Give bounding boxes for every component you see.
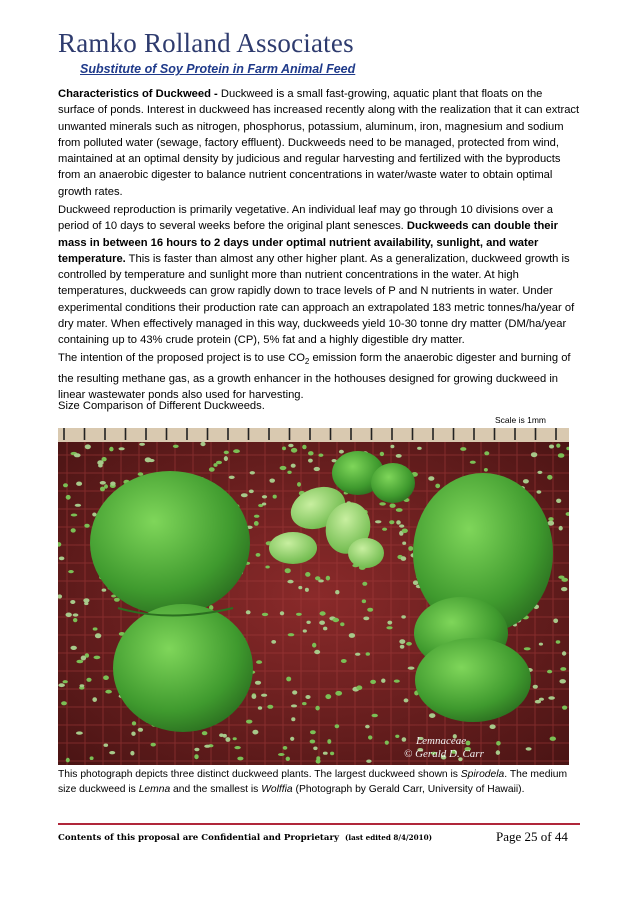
wolffia-dot — [553, 619, 558, 624]
wolffia-dot — [273, 495, 277, 499]
wolffia-dot — [131, 732, 135, 736]
wolffia-dot — [323, 627, 327, 631]
wolffia-dot — [549, 445, 554, 449]
wolffia-dot — [356, 685, 362, 690]
wolffia-dot — [559, 526, 563, 531]
wolffia-dot — [66, 758, 70, 763]
wolffia-dot — [496, 750, 500, 755]
wolffia-dot — [396, 454, 402, 458]
wolffia-dot — [296, 613, 302, 616]
wolffia-dot — [408, 667, 415, 670]
wolffia-dot — [265, 566, 269, 569]
wolffia-dot — [558, 453, 565, 458]
wolffia-dot — [315, 576, 320, 580]
wolffia-dot — [402, 542, 406, 545]
wolffia-dot — [256, 553, 261, 557]
wolffia-dot — [387, 621, 392, 625]
photo-watermark-line1: Lemnaceae — [416, 735, 467, 747]
paragraph-project-intention — [58, 350, 580, 403]
wolffia-dot — [428, 476, 434, 481]
wolffia-dot — [390, 504, 396, 508]
wolffia-dot — [366, 652, 370, 656]
wolffia-dot — [291, 464, 296, 468]
wolffia-dot — [367, 608, 373, 612]
wolffia-dot — [325, 694, 331, 699]
wolffia-dot — [269, 479, 275, 483]
paragraph-heading: Characteristics of Duckweed - — [58, 88, 221, 100]
wolffia-dot — [339, 450, 344, 454]
wolffia-dot — [349, 633, 355, 638]
caption-text: (Photograph by Gerald Carr, University of Hawaii). — [292, 784, 525, 796]
wolffia-dot — [297, 482, 301, 487]
wolffia-dot — [395, 735, 399, 738]
wolffia-dot — [323, 752, 328, 755]
caption-text: . The medium size duckweed is — [58, 769, 568, 796]
wolffia-dot — [319, 621, 325, 625]
wolffia-dot — [396, 520, 401, 524]
wolffia-dot — [394, 680, 400, 683]
caption-text: and the smallest is — [170, 784, 262, 796]
wolffia-dot — [396, 508, 403, 512]
figure-title: Size Comparison of Different Duckweeds. — [58, 400, 265, 412]
wolffia-dot — [401, 556, 407, 561]
wolffia-dot — [104, 744, 109, 747]
wolffia-dot — [562, 651, 566, 655]
wolffia-dot — [340, 622, 344, 626]
wolffia-dot — [537, 490, 542, 493]
wolffia-dot — [320, 611, 326, 615]
wolffia-dot — [97, 460, 103, 465]
wolffia-dot — [556, 444, 560, 448]
document-subtitle: Substitute of Soy Protein in Farm Animal Feed — [80, 62, 356, 76]
wolffia-dot — [379, 502, 386, 505]
wolffia-dot — [130, 751, 134, 756]
wolffia-dot — [252, 730, 258, 735]
duckweed-photo — [58, 428, 569, 765]
wolffia-dot — [308, 451, 314, 455]
wolffia-dot — [292, 690, 297, 694]
wolffia-dot — [110, 482, 115, 486]
wolffia-dot — [271, 640, 276, 644]
wolffia-dot — [372, 714, 378, 718]
wolffia-dot — [390, 445, 394, 448]
wolffia-dot — [539, 643, 543, 646]
wolffia-dot — [90, 756, 94, 760]
wolffia-dot — [261, 694, 267, 697]
wolffia-dot — [370, 680, 376, 684]
wolffia-dot — [460, 447, 466, 451]
wolffia-dot — [305, 572, 310, 577]
lemna-frond-6 — [348, 538, 384, 568]
wolffia-dot — [561, 587, 567, 591]
footer-edited-date: (last edited 8/4/2010) — [344, 833, 433, 842]
wolffia-dot — [287, 471, 291, 474]
paragraph-text: Duckweed is a small fast-growing, aquatic plant that floats on the surface of ponds. Interest in duckweed has increased recently along with the realization that it can extract unwanted minerals such as nitrogen, phosphorus, potassium, aluminum, iron, magnesium and sodium from polluted water (sewage, factory effluent). Duckweeds need to be managed, protected from wind, maintained at an optimal density by judicious and regular harvesting and fertilized with the byproducts from an anaerobic digester to balance nutrient concentrations in water/waste water to obtain optimal growth rates. — [58, 88, 580, 198]
wolffia-dot — [310, 740, 316, 744]
wolffia-dot — [389, 520, 394, 524]
wolffia-dot — [173, 445, 179, 448]
wolffia-dot — [225, 737, 230, 742]
wolffia-dot — [408, 546, 413, 551]
wolffia-dot — [68, 570, 74, 573]
wolffia-dot — [73, 613, 79, 616]
wolffia-dot — [92, 697, 97, 702]
wolffia-dot — [61, 701, 67, 705]
wolffia-dot — [537, 471, 542, 474]
wolffia-dot — [302, 702, 307, 705]
photo-caption — [58, 767, 580, 797]
wolffia-dot — [335, 724, 340, 728]
paragraph-characteristics — [58, 86, 580, 200]
caption-species-wolffia: Wolffia — [261, 784, 293, 796]
wolffia-dot — [382, 528, 387, 531]
wolffia-dot — [312, 643, 316, 648]
wolffia-dot — [315, 706, 319, 711]
wolffia-dot — [490, 724, 496, 729]
wolffia-dot — [556, 499, 561, 503]
wolffia-dot — [523, 479, 529, 483]
wolffia-dot — [558, 576, 564, 579]
wolffia-dot — [547, 670, 552, 674]
wolffia-dot — [249, 490, 254, 494]
wolffia-dot — [310, 730, 316, 734]
wolffia-dot — [258, 706, 262, 710]
wolffia-dot — [151, 743, 156, 747]
caption-species-spirodela: Spirodela — [460, 769, 505, 780]
lemna-frond-2 — [371, 463, 415, 503]
paragraph-text: The intention of the proposed project is to use CO — [58, 352, 305, 364]
wolffia-dot — [204, 745, 210, 748]
wolffia-dot — [404, 698, 409, 702]
wolffia-dot — [318, 454, 323, 457]
wolffia-dot — [100, 481, 106, 485]
subscript: 2 — [304, 357, 310, 367]
wolffia-dot — [526, 747, 532, 750]
wolffia-dot — [76, 660, 83, 664]
wolffia-dot — [109, 447, 113, 452]
page-number: Page 25 of 44 — [496, 829, 568, 844]
wolffia-dot — [254, 521, 259, 526]
wolffia-dot — [330, 752, 334, 756]
wolffia-dot — [250, 471, 255, 474]
wolffia-dot — [76, 482, 82, 486]
wolffia-dot — [562, 706, 567, 710]
wolffia-dot — [194, 754, 198, 759]
wolffia-dot — [71, 528, 76, 532]
caption-text: This photograph depicts three distinct duckweed plants. The largest duckweed shown is — [58, 769, 461, 780]
wolffia-dot — [547, 475, 552, 480]
wolffia-dot — [288, 633, 295, 636]
wolffia-dot — [306, 621, 310, 624]
spirodela-frond-1 — [90, 471, 250, 615]
wolffia-dot — [285, 568, 291, 573]
wolffia-dot — [362, 582, 367, 586]
wolffia-dot — [256, 660, 262, 664]
wolffia-dot — [560, 667, 566, 671]
paragraph-text: This is faster than almost any other higher plant. As a generalization, duckweed growth is controlled by temperature and sunlight more than nutrient concentrations in the water. At high temperatures, duckweeds can grow rapidly down to trace levels of P and N nutrients in water. Under experimental conditions their production rate can approach an extrapolated 183 metric tonnes/ha/year of dry mater. When effectively managed in this way, duckweeds yield 10-30 tonne dry matter (DM/ha/year containing up to 43% crude protein (CP), 5% fat and a highly digestible dry matter. — [58, 252, 575, 347]
wolffia-dot — [63, 680, 68, 683]
wolffia-dot — [202, 731, 208, 735]
wolffia-dot — [229, 476, 235, 479]
paragraph-text: emission form the anaerobic digester and burning of the resulting methane gas, as a growth enhancer in the hothouses designed for growing duckweed in linear wastewater ponds also used for harvesting. — [58, 352, 571, 401]
wolffia-dot — [559, 679, 566, 683]
wolffia-dot — [470, 461, 476, 464]
spirodela-frond-2 — [113, 604, 253, 732]
wolffia-dot — [139, 443, 145, 446]
wolffia-dot — [223, 734, 227, 738]
company-name: Ramko Rolland Associates — [58, 28, 354, 58]
wolffia-dot — [291, 448, 297, 453]
wolffia-dot — [291, 704, 297, 707]
wolffia-dot — [278, 753, 285, 756]
wolffia-dot — [326, 576, 330, 581]
paragraph-bold-text: Duckweeds can double their mass in between 16 hours to 2 days under optimal nutrient availability, sunlight, and water temperature. — [58, 220, 558, 265]
wolffia-dot — [305, 588, 309, 592]
wolffia-dot — [400, 645, 405, 649]
wolffia-dot — [341, 659, 347, 663]
footer-divider — [58, 823, 580, 825]
wolffia-dot — [298, 586, 302, 589]
wolffia-dot — [399, 639, 405, 644]
footer-confidential-text: Contents of this proposal are Confidential and Proprietary — [58, 833, 339, 843]
wolffia-dot — [303, 629, 307, 632]
wolffia-dot — [401, 615, 406, 618]
scale-label: Scale is 1mm — [495, 415, 547, 425]
wolffia-dot — [402, 529, 408, 534]
wolffia-dot — [93, 627, 98, 630]
wolffia-dot — [533, 685, 538, 689]
wolffia-dot — [237, 757, 243, 761]
wolffia-dot — [70, 600, 75, 604]
paragraph-text: Duckweed reproduction is primarily vegetative. An individual leaf may go through 10 divisions over a period of 10 days to several weeks before the original plant senesces. — [58, 204, 553, 233]
wolffia-dot — [466, 741, 471, 746]
wolffia-dot — [282, 447, 286, 451]
wolffia-dot — [287, 580, 293, 584]
wolffia-dot — [417, 447, 422, 450]
wolffia-dot — [335, 691, 342, 696]
wolffia-dot — [103, 675, 109, 680]
wolffia-dot — [71, 514, 78, 517]
wolffia-dot — [327, 739, 331, 744]
wolffia-dot — [58, 683, 65, 687]
wolffia-dot — [74, 453, 81, 457]
wolffia-dot — [316, 759, 321, 764]
wolffia-dot — [95, 633, 101, 638]
wolffia-dot — [75, 504, 81, 507]
wolffia-dot — [59, 557, 65, 561]
wolffia-dot — [380, 452, 384, 456]
wolffia-dot — [85, 444, 91, 449]
wolffia-dot — [262, 613, 268, 616]
wolffia-dot — [402, 737, 407, 742]
wolffia-dot — [531, 452, 537, 457]
wolffia-dot — [484, 451, 489, 455]
wolffia-dot — [524, 647, 531, 650]
wolffia-dot — [302, 445, 306, 450]
wolffia-dot — [254, 515, 260, 518]
wolffia-dot — [362, 599, 366, 603]
wolffia-dot — [535, 700, 541, 704]
wolffia-dot — [314, 467, 320, 471]
wolffia-dot — [66, 495, 71, 500]
wolffia-dot — [66, 613, 72, 618]
wolffia-dot — [291, 717, 295, 721]
lemna-frond-4 — [269, 532, 317, 564]
wolffia-dot — [280, 611, 284, 615]
wolffia-dot — [280, 466, 287, 470]
wolffia-dot — [368, 735, 372, 739]
wolffia-dot — [375, 520, 381, 523]
wolffia-dot — [255, 681, 261, 685]
wolffia-dot — [556, 640, 561, 643]
wolffia-dot — [76, 731, 83, 734]
wolffia-dot — [262, 503, 266, 506]
wolffia-dot — [290, 737, 294, 741]
wolffia-dot — [313, 747, 317, 751]
wolffia-dot — [63, 483, 68, 487]
wolffia-dot — [406, 642, 412, 646]
spirodela-frond-5 — [415, 638, 531, 722]
wolffia-dot — [148, 459, 154, 462]
wolffia-dot — [209, 467, 215, 472]
wolffia-dot — [288, 444, 293, 448]
wolffia-dot — [94, 656, 101, 660]
wolffia-dot — [86, 678, 91, 682]
wolffia-dot — [335, 590, 339, 594]
wolffia-dot — [496, 741, 501, 746]
wolffia-dot — [305, 695, 310, 699]
wolffia-dot — [548, 696, 555, 699]
wolffia-dot — [548, 517, 553, 521]
wolffia-dot — [429, 713, 435, 718]
wolffia-dot — [71, 646, 77, 650]
wolffia-dot — [105, 690, 112, 694]
wolffia-dot — [216, 461, 222, 464]
wolffia-dot — [262, 495, 267, 498]
wolffia-dot — [224, 451, 229, 455]
wolffia-dot — [355, 653, 360, 656]
footer-confidential — [58, 833, 432, 843]
wolffia-dot — [119, 447, 125, 450]
wolffia-dot — [138, 728, 143, 732]
wolffia-dot — [233, 449, 240, 453]
wolffia-dot — [224, 456, 228, 461]
wolffia-dot — [80, 684, 85, 687]
wolffia-dot — [314, 650, 320, 654]
wolffia-dot — [333, 618, 340, 622]
caption-species-lemna: Lemna — [138, 784, 171, 796]
wolffia-dot — [308, 459, 313, 463]
duckweed-photo-illustration — [58, 428, 569, 765]
wolffia-dot — [109, 751, 115, 754]
wolffia-dot — [194, 748, 199, 751]
wolffia-dot — [484, 468, 488, 472]
wolffia-dot — [366, 760, 371, 763]
wolffia-dot — [399, 524, 404, 527]
wolffia-dot — [550, 737, 556, 741]
wolffia-dot — [241, 493, 248, 497]
wolffia-dot — [267, 705, 273, 709]
wolffia-dot — [102, 589, 107, 592]
wolffia-dot — [246, 610, 251, 614]
wolffia-dot — [286, 677, 291, 682]
wolffia-dot — [84, 524, 89, 528]
wolffia-dot — [252, 694, 257, 699]
wolffia-dot — [132, 721, 136, 725]
wolffia-dot — [246, 720, 252, 724]
wolffia-dot — [73, 618, 77, 622]
wolffia-dot — [233, 737, 237, 740]
wolffia-dot — [363, 617, 369, 621]
wolffia-dot — [386, 626, 392, 629]
wolffia-dot — [286, 757, 290, 761]
paragraph-reproduction — [58, 202, 580, 349]
wolffia-dot — [138, 472, 144, 476]
wolffia-dot — [435, 484, 440, 489]
photo-watermark-line2: © Gerald D. Carr — [404, 748, 484, 760]
wolffia-dot — [365, 725, 370, 729]
wolffia-dot — [385, 741, 389, 745]
wolffia-dot — [81, 656, 86, 661]
wolffia-dot — [283, 746, 288, 750]
wolffia-dot — [381, 679, 385, 683]
wolffia-dot — [104, 484, 108, 488]
wolffia-dot — [234, 746, 240, 749]
wolffia-dot — [84, 602, 88, 605]
wolffia-dot — [200, 442, 205, 446]
